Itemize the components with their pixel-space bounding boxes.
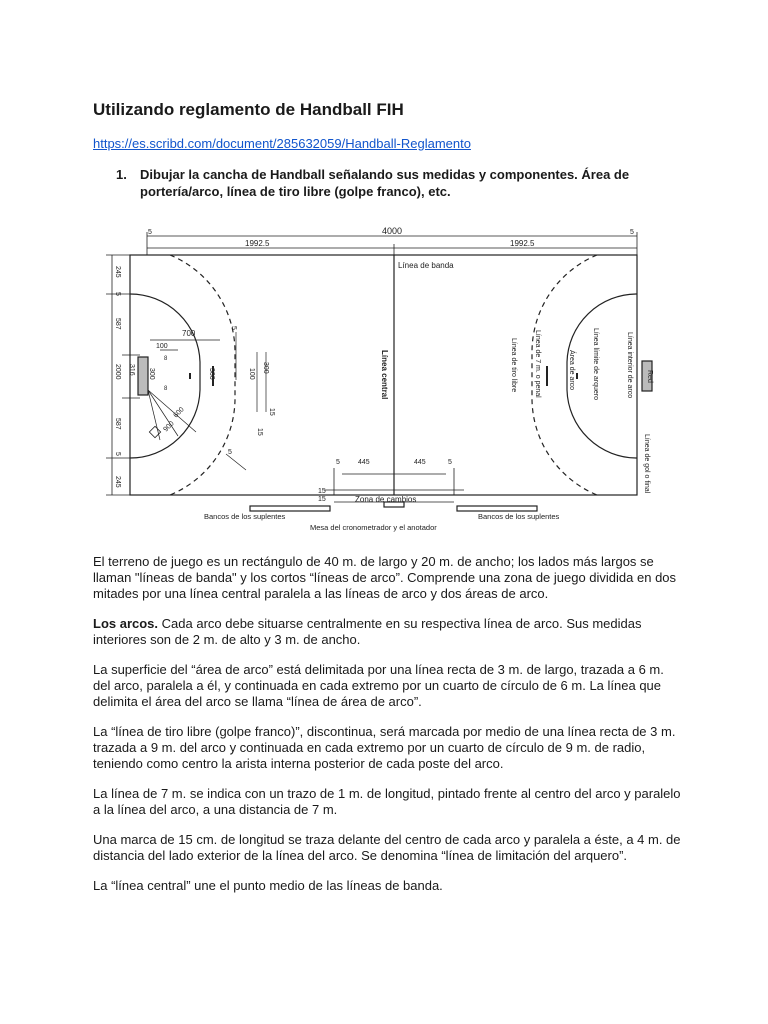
- label-linea-central: Línea central: [380, 350, 389, 400]
- dim-v-587-top: 587: [114, 318, 121, 330]
- paragraph: La línea de 7 m. se indica con un trazo de 1 m. de longitud, pintado frente al centro del arco y paralelo a la línea del arco, a una distancia de 7 m.: [93, 786, 681, 817]
- dim-100: 100: [156, 343, 168, 350]
- paragraph: Una marca de 15 cm. de longitud se traza delante del centro de cada arco y paralela a éste, a 4 m. de distancia del lado exterior de la línea del arco. Se denomina “línea de limitación del arquero”.: [93, 832, 681, 863]
- handball-court-diagram: [100, 222, 660, 538]
- dim-100-right: 100: [248, 368, 255, 380]
- dim-v-2000: 2000: [114, 364, 121, 380]
- dim-v-5-top: 5: [114, 292, 121, 296]
- label-area-arco: Área de arco: [568, 350, 575, 391]
- page-title: Utilizando reglamento de Handball FIH: [93, 100, 404, 119]
- sub-dim-5-left: 5: [336, 459, 340, 466]
- dim-300-goal: 300: [148, 368, 155, 380]
- dim-edge-left: 5: [148, 229, 152, 236]
- dim-edge-right: 5: [630, 229, 634, 236]
- label-bancos-right: Bancos de los suplentes: [478, 512, 560, 521]
- dim-8-top: 8: [164, 356, 168, 362]
- paragraph: El terreno de juego es un rectángulo de 40 m. de largo y 20 m. de ancho; los lados más largos se llaman "líneas de banda" y los cortos “líneas de arco”. Comprende una zona de juego dividida en dos mitades por una línea central paralela a las líneas de arco y dos áreas de arco.: [93, 554, 677, 601]
- bench-right: [457, 506, 537, 511]
- dim-half-right: 1992.5: [510, 239, 535, 248]
- label-linea-tiro-libre: Línea de tiro libre: [510, 338, 517, 393]
- dim-half-left: 1992.5: [245, 239, 270, 248]
- dim-700: 700: [182, 329, 196, 338]
- label-mesa: Mesa del cronometrador y el anotador: [310, 523, 437, 532]
- sub-dim-15-b: 15: [318, 496, 326, 503]
- dim-300-right: 300: [262, 362, 269, 374]
- label-linea-interior: Línea interior de arco: [626, 332, 633, 399]
- task-number: 1.: [116, 167, 127, 182]
- dim-total-length: 4000: [382, 226, 403, 236]
- sub-dim-445-right: 445: [414, 459, 426, 466]
- dim-v-245-bottom: 245: [114, 476, 121, 488]
- left-goal: [138, 357, 148, 395]
- dim-8-bottom: 8: [164, 386, 168, 392]
- paragraph: Los arcos. Cada arco debe situarse centralmente en su respectiva línea de arco. Sus medidas interiores son de 2 m. de alto y 3 m. de ancho.: [93, 616, 642, 647]
- label-linea-7m: Línea de 7 m. o penal: [534, 330, 541, 398]
- label-zona-cambios: Zona de cambios: [355, 495, 417, 504]
- dim-300-mid: 300: [208, 368, 215, 380]
- paragraph: La “línea central” une el punto medio de las líneas de banda.: [93, 878, 443, 893]
- sub-dim-5-right: 5: [448, 459, 452, 466]
- dim-15-a: 15: [268, 408, 275, 416]
- reference-link[interactable]: https://es.scribd.com/document/285632059/Handball-Reglamento: [93, 136, 471, 151]
- bench-left: [250, 506, 330, 511]
- dim-5-diag: 5: [228, 449, 232, 456]
- dim-900: 900: [162, 420, 176, 434]
- label-linea-limite: Línea límite de arquero: [592, 328, 599, 400]
- dim-v-316: 316: [128, 364, 135, 376]
- dim-5-area: 5: [230, 326, 237, 330]
- label-linea-banda: Línea de banda: [398, 261, 454, 270]
- sub-dim-15-a: 15: [318, 488, 326, 495]
- sub-dim-445-left: 445: [358, 459, 370, 466]
- label-linea-gol: Línea de gol o final: [643, 434, 650, 494]
- label-bancos-left: Bancos de los suplentes: [204, 512, 286, 521]
- body-text: [93, 554, 683, 908]
- dim-v-587-bottom: 587: [114, 418, 121, 430]
- dim-600: 600: [172, 406, 186, 420]
- paragraph: La “línea de tiro libre (golpe franco)”, discontinua, será marcada por medio de una línea recta de 3 m. trazada a 9 m. del arco y continuada en cada extremo por un cuarto de círculo de 9 m. de radio, teniendo como centro la arista interna posterior de cada poste del arco.: [93, 724, 676, 771]
- paragraph: La superficie del “área de arco” está delimitada por una línea recta de 3 m. de largo, trazada a 6 m. del arco, paralela a él, y continuada en cada extremo por un cuarto de círculo de 6 m. La línea que delimita el área del arco se llama “línea de área de arco”.: [93, 662, 664, 709]
- label-red: Red: [646, 370, 653, 383]
- dim-v-5-bottom: 5: [114, 452, 121, 456]
- dim-15-b: 15: [256, 428, 263, 436]
- left-free-throw-line: [170, 255, 235, 495]
- dim-v-245-top: 245: [114, 266, 121, 278]
- task-text: Dibujar la cancha de Handball señalando sus medidas y componentes. Área de portería/arco, línea de tiro libre (golpe franco), etc.: [140, 167, 630, 199]
